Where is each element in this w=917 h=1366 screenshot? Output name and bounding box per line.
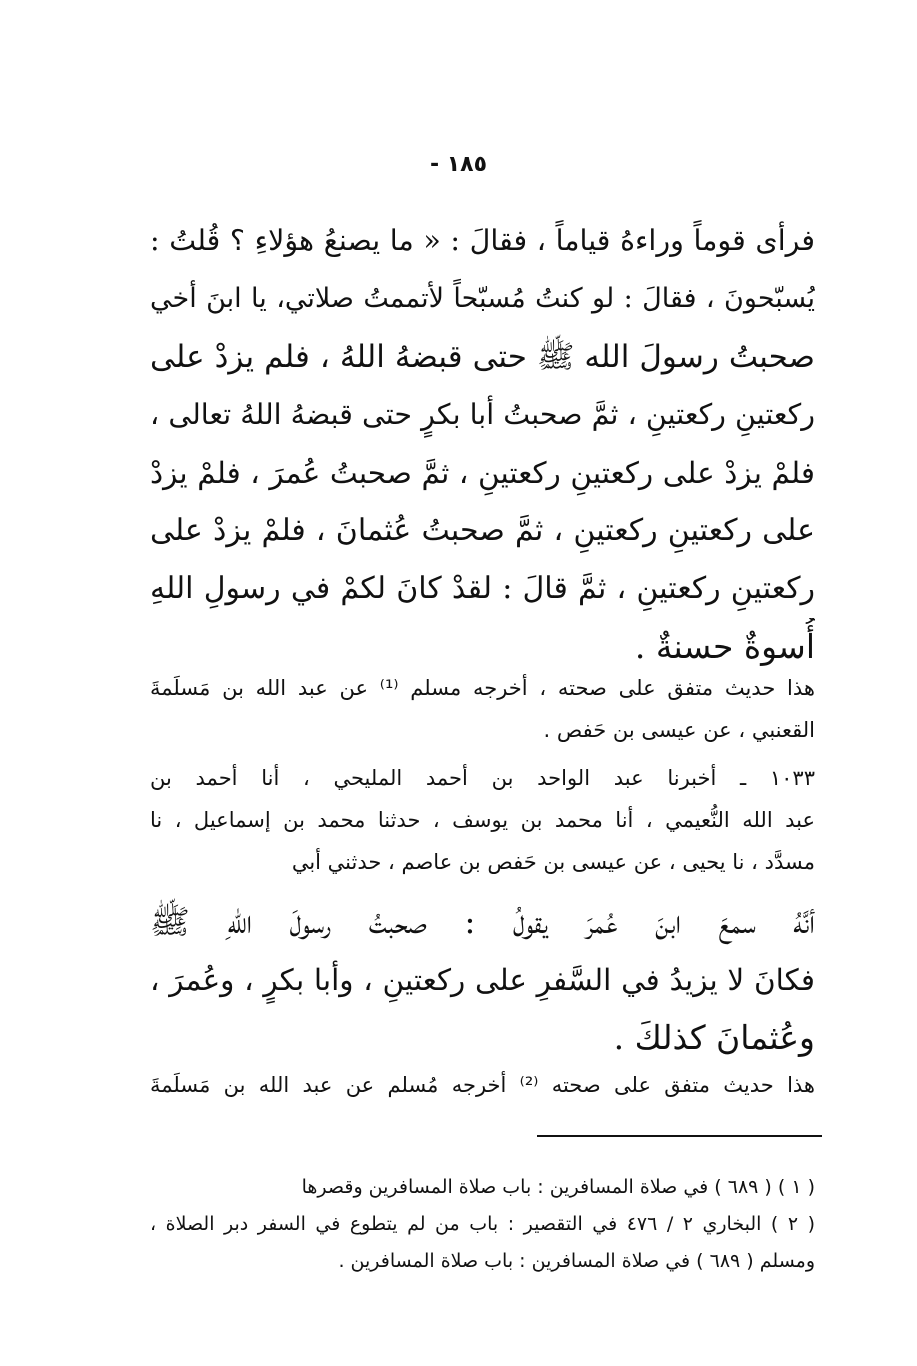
isnad-line: عبد الله النُّعيمي ، أنا محمد بن يوسف ، حدثنا محمد بن إسماعيل ، نا bbox=[150, 808, 815, 832]
note-line: هذا حديث متفق على صحته ⁽²⁾ أخرجه مُسلم عن عبد الله بن مَسلَمةَ bbox=[150, 1073, 815, 1097]
text-line: ركعتينِ ركعتينِ ، ثمَّ صحبتُ أبا بكرٍ حتى قبضهُ اللهُ تعالى ، bbox=[150, 398, 815, 431]
isnad-line: مسدَّد ، نا يحيى ، عن عيسى بن حَفص بن عاصم ، حدثني أبي bbox=[291, 850, 815, 874]
footnotes bbox=[150, 1169, 815, 1280]
isnad-chain bbox=[150, 757, 815, 883]
text-line: صحبتُ رسولَ الله ﷺ حتى قبضهُ اللهُ ، فلم يزدْ على bbox=[150, 339, 815, 375]
note-line: القعنبي ، عن عيسى بن حَفص . bbox=[543, 718, 815, 742]
text-line: فكانَ لا يزيدُ في السَّفرِ على ركعتينِ ، وأبا بكرٍ ، وعُمرَ ، bbox=[150, 963, 815, 997]
authentication-note bbox=[150, 667, 815, 751]
page-number: ١٨٥ - bbox=[429, 152, 488, 177]
hadith-text-paragraph-2 bbox=[150, 893, 815, 1067]
authentication-note-2 bbox=[150, 1064, 815, 1106]
text-line: على ركعتينِ ركعتينِ ، ثمَّ صحبتُ عُثمانَ ، فلمْ يزدْ على bbox=[150, 513, 815, 548]
text-line: فرأى قوماً وراءهُ قياماً ، فقالَ : « ما يصنعُ هؤلاءِ ؟ قُلتُ : bbox=[150, 224, 815, 257]
footnote-line: ( ١ ) ( ٦٨٩ ) في صلاة المسافرين : باب صلاة المسافرين وقصرها bbox=[301, 1176, 815, 1198]
text-line: أنَّهُ سمعَ ابنَ عُمرَ يقولُ : صحبتُ رسولَ اللهِ ﷺ bbox=[150, 902, 815, 941]
note-line: هذا حديث متفق على صحته ، أخرجه مسلم ⁽¹⁾ عن عبد الله بن مَسلَمةَ bbox=[150, 676, 815, 700]
text-line: وعُثمانَ كذلكَ . bbox=[613, 1018, 815, 1057]
footnote-divider bbox=[537, 1135, 822, 1137]
hadith-text-paragraph bbox=[150, 212, 815, 676]
text-line: فلمْ يزدْ على ركعتينِ ركعتينِ ، ثمَّ صحبتُ عُمرَ ، فلمْ يزدْ bbox=[150, 456, 815, 490]
text-line: ركعتينِ ركعتينِ ، ثمَّ قالَ : لقدْ كانَ لكمْ في رسولِ اللهِ bbox=[150, 571, 815, 606]
text-line: أُسوةٌ حسنةٌ . bbox=[634, 627, 815, 666]
isnad-line: ١٠٣٣ ـ أخبرنا عبد الواحد بن أحمد المليحي ، أنا أحمد بن bbox=[150, 766, 815, 790]
footnote-line: ومسلم ( ٦٨٩ ) في صلاة المسافرين : باب صلاة المسافرين . bbox=[338, 1250, 815, 1272]
footnote-line: ( ٢ ) البخاري ٢ / ٤٧٦ في التقصير : باب من لم يتطوع في السفر دبر الصلاة ، bbox=[150, 1213, 815, 1235]
text-line: يُسبّحونَ ، فقالَ : لو كنتُ مُسبّحاً لأتممتُ صلاتي، يا ابنَ أخي bbox=[150, 283, 815, 314]
